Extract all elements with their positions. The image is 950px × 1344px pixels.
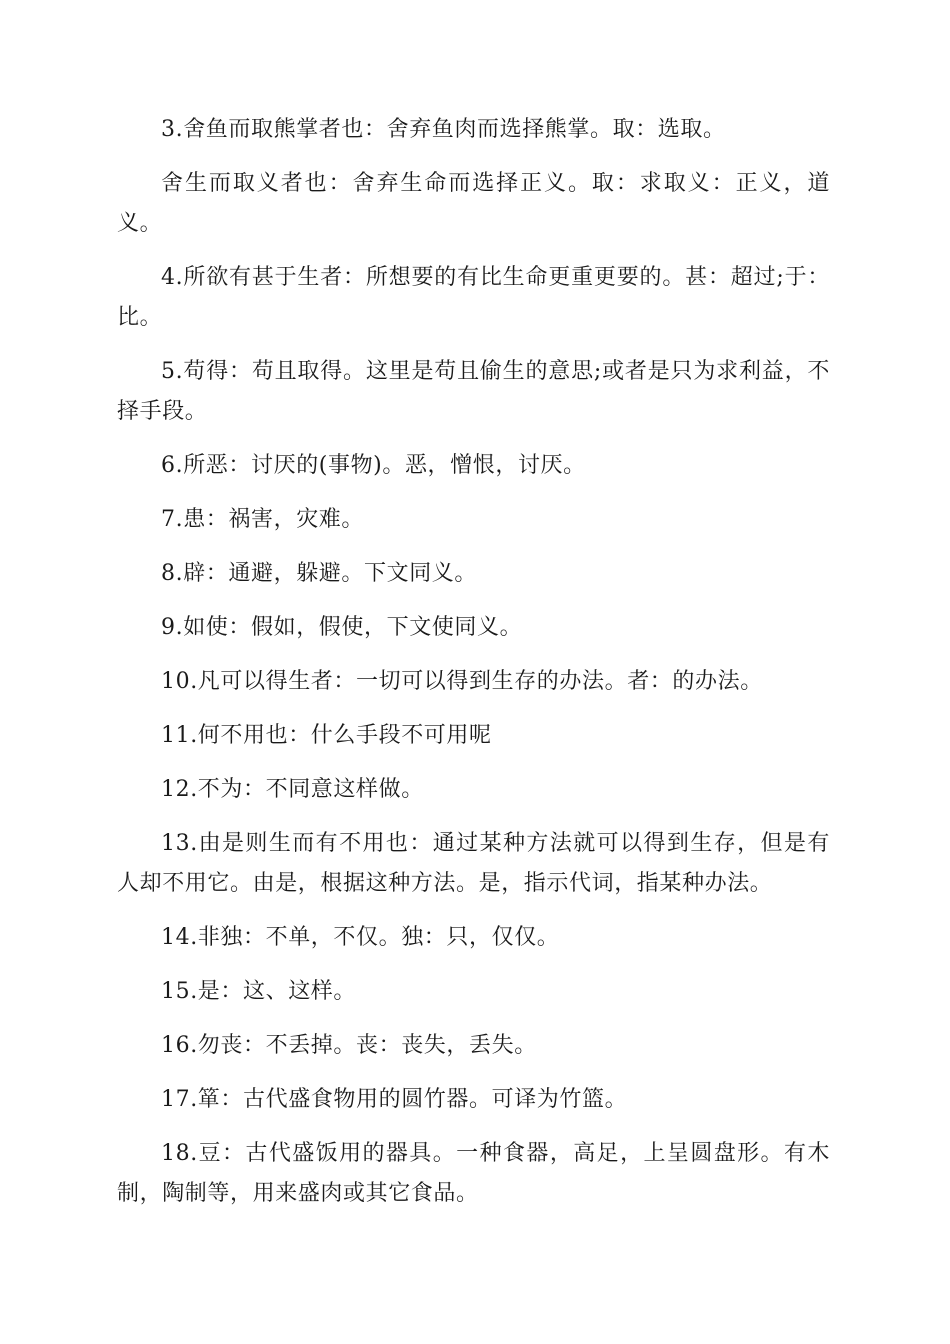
annotation-paragraph: 5.苟得：苟且取得。这里是苟且偷生的意思;或者是只为求利益，不择手段。: [117, 359, 830, 424]
annotation-paragraph: 舍生而取义者也：舍弃生命而选择正义。取：求取义：正义，道义。: [117, 171, 830, 236]
annotation-paragraph: 17.箪：古代盛食物用的圆竹器。可译为竹篮。: [161, 1087, 628, 1112]
annotation-paragraph: 7.患：祸害，灾难。: [161, 507, 364, 532]
annotation-paragraph: 16.勿丧：不丢掉。丧：丧失，丢失。: [161, 1033, 537, 1058]
annotation-paragraph: 18.豆：古代盛饭用的器具。一种食器，高足，上呈圆盘形。有木制，陶制等，用来盛肉或其它食品。: [117, 1141, 830, 1206]
annotation-paragraph: 3.舍鱼而取熊掌者也：舍弃鱼肉而选择熊掌。取：选取。: [161, 117, 726, 142]
annotation-paragraph: 14.非独：不单，不仅。独：只，仅仅。: [161, 925, 560, 950]
annotation-paragraph: 4.所欲有甚于生者：所想要的有比生命更重更要的。甚：超过;于：比。: [117, 265, 830, 330]
annotation-paragraph: 6.所恶：讨厌的(事物)。恶，憎恨，讨厌。: [161, 453, 586, 478]
document-page: [117, 110, 830, 1228]
annotation-paragraph: 12.不为：不同意这样做。: [161, 777, 424, 802]
annotation-paragraph: 10.凡可以得生者：一切可以得到生存的办法。者：的办法。: [161, 669, 763, 694]
annotation-paragraph: 15.是：这、这样。: [161, 979, 356, 1004]
annotation-paragraph: 8.辟：通避，躲避。下文同义。: [161, 561, 477, 586]
annotation-paragraph: 13.由是则生而有不用也：通过某种方法就可以得到生存，但是有人却不用它。由是，根据这种方法。是，指示代词，指某种办法。: [117, 831, 830, 896]
annotation-paragraph: 9.如使：假如，假使，下文使同义。: [161, 615, 523, 640]
annotation-paragraph: 11.何不用也：什么手段不可用呢: [161, 723, 492, 748]
